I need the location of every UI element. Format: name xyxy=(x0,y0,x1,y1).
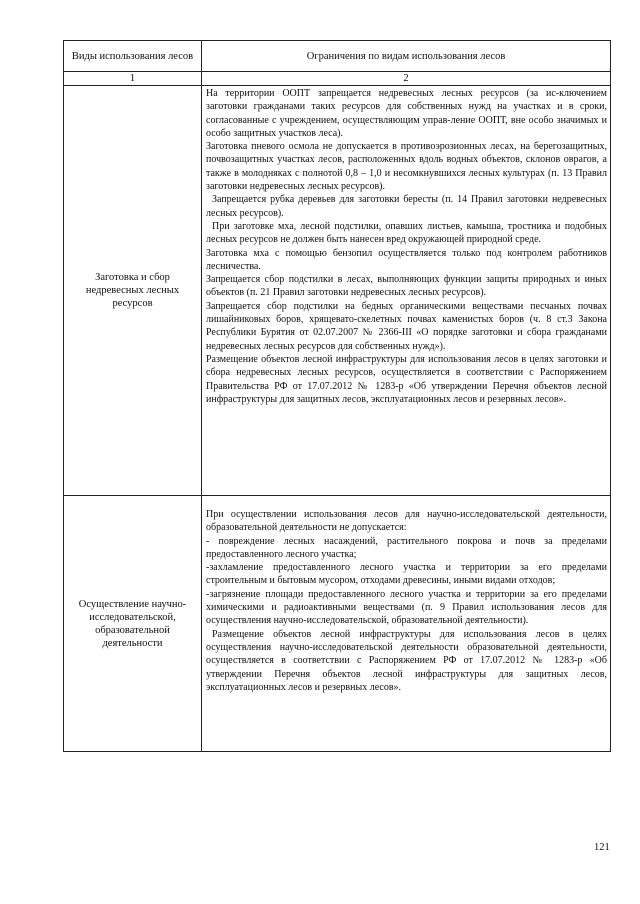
header-forest-use-types: Виды использования лесов xyxy=(64,41,202,72)
paragraph: -захламление предоставленного лесного участка и территории за его пределами строительным и бытовым мусором, отходами древесины, иными видами отходов; xyxy=(206,562,607,587)
paragraph: Запрещается сбор подстилки в лесах, выполняющих функции защиты природных и иных объектов (п. 21 Правил заготовки недревесных лесных ресурсов). xyxy=(206,274,607,299)
paragraph: Заготовка мха с помощью бензопил осуществляется только под контролем работников лесничества. xyxy=(206,247,607,272)
page-number: 121 xyxy=(594,842,610,853)
header-restrictions: Ограничения по видам использования лесов xyxy=(202,41,611,72)
row-restrictions xyxy=(202,86,611,496)
row-label: Заготовка и сбор недревесных лесных ресурсов xyxy=(64,86,202,496)
column-number-row xyxy=(64,72,611,86)
paragraph: При заготовке мха, лесной подстилки, опавших листьев, камыша, тростника и подобных лесных ресурсов не должен быть нанесен вред окружающей природной среде. xyxy=(206,220,607,246)
paragraph: Заготовка пневого осмола не допускается в противоэрозионных лесах, на берегозащитных, почвозащитных участках лесов, расположенных вдоль водных объектов, склонов оврагов, а также в молодняках с полнотой 0,8 – 1,0 и несомкнувшихся лесных культурах (п. 13 Правил заготовки недревесных лесных ресурсов). xyxy=(206,141,607,193)
table-row xyxy=(64,496,611,752)
paragraph: -загрязнение площади предоставленного лесного участка и территории за его пределами химическими и радиоактивными веществами (п. 9 Правил использования лесов для осуществления научно-исследовательской, образовательной деятельности). xyxy=(206,588,607,627)
paragraph: Размещение объектов лесной инфраструктуры для использования лесов в целях осуществления научно-исследовательской деятельности образовательной деятельности, осуществляется в соответствии с Распоряжением РФ от 17.07.2012 № 1283-р «Об утверждении Перечня объектов лесной инфраструктуры для защитных лесов, эксплуатационных лесов и резервных лесов». xyxy=(206,628,607,693)
paragraph: Запрещается рубка деревьев для заготовки бересты (п. 14 Правил заготовки недревесных лесных ресурсов). xyxy=(206,194,607,219)
paragraph: - повреждение лесных насаждений, растительного покрова и почв за пределами предоставленного лесного участка; xyxy=(206,535,607,560)
paragraph: Размещение объектов лесной инфраструктуры для использования лесов в целях заготовки и сбора недревесных лесных ресурсов, осуществляется в соответствии с Распоряжением Правительства РФ от 17.07.2012 № 1283-р «Об утверждении Перечня объектов лесной инфраструктуры для защитных лесов, эксплуатационных лесов и резервных лесов». xyxy=(206,353,607,405)
paragraph: На территории ООПТ запрещается недревесных лесных ресурсов (за ис-ключением заготовки гражданами таких ресурсов для собственных нужд на участках и в сроки, согласованные с учреждением, осуществляющим управ-ление ООПТ, вне особо значимых и особо защитных участков леса). xyxy=(206,88,607,139)
table-header-row xyxy=(64,41,611,72)
paragraph: Запрещается сбор подстилки на бедных органическими веществами песчаных почвах лишайниковых боров, хрящевато-скелетных почвах каменистых боров (ч. 8 ст.3 Закона Республики Бурятия от 02.07.2007 № 2366-III «О порядке заготовки и сбора гражданами недревесных лесных ресурсов для собственных нужд»). xyxy=(206,300,607,352)
restrictions-table xyxy=(63,40,611,752)
row-label: Осуществление научно-исследовательской, образовательной деятельности xyxy=(64,496,202,752)
column-number-2: 2 xyxy=(202,72,611,86)
row-restrictions xyxy=(202,496,611,752)
table-row xyxy=(64,86,611,496)
column-number-1: 1 xyxy=(64,72,202,86)
paragraph: При осуществлении использования лесов для научно-исследовательской деятельности, образовательной деятельности не допускается: xyxy=(206,509,607,534)
